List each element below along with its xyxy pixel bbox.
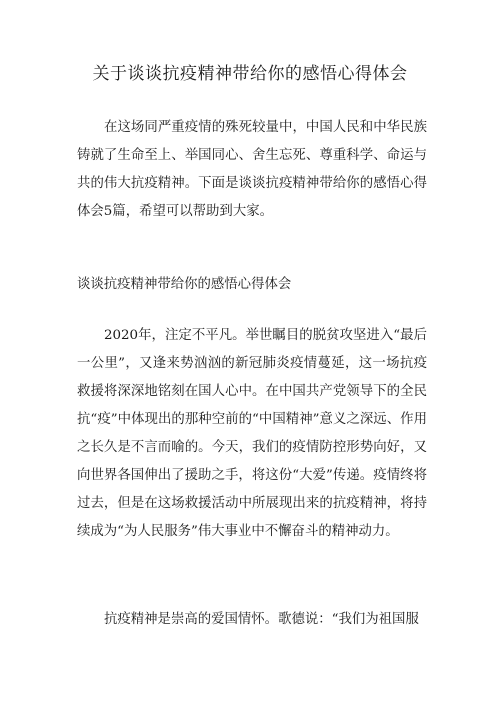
body-paragraph: 抗疫精神是崇高的爱国情怀。歌德说：“我们为祖国服 — [104, 612, 419, 627]
document-title: 关于谈谈抗疫精神带给你的感悟心得体会 — [92, 64, 408, 84]
body-paragraph: 2020年，注定不平凡。举世瞩目的脱贫攻坚进入“最后一公里”，又逢来势汹汹的新冠肺炎疫情蔓延，这一场抗疫救援将深深地铭刻在国人心中。在中国共产党领导下的全民抗“疫”中体现出的那种空前的“中国精神”意义之深远、作用之长久是不言而喻的。今天，我们的疫情防控形势向好，又向世界各国伸出了援助之手，将这份“大爱”传递。疫情终将过去，但是在这场救援活动中所展现出来的抗疫精神，将持续成为“为人民服务”伟大事业中不懈奋斗的精神动力。 — [77, 328, 427, 539]
section-heading: 谈谈抗疫精神带给你的感悟心得体会 — [77, 277, 292, 292]
intro-paragraph: 在这场同严重疫情的殊死较量中，中国人民和中华民族铸就了生命至上、举国同心、舍生忘死、尊重科学、命运与共的伟大抗疫精神。下面是谈谈抗疫精神带给你的感悟心得体会5篇，希望可以帮助到大家。 — [77, 120, 427, 219]
